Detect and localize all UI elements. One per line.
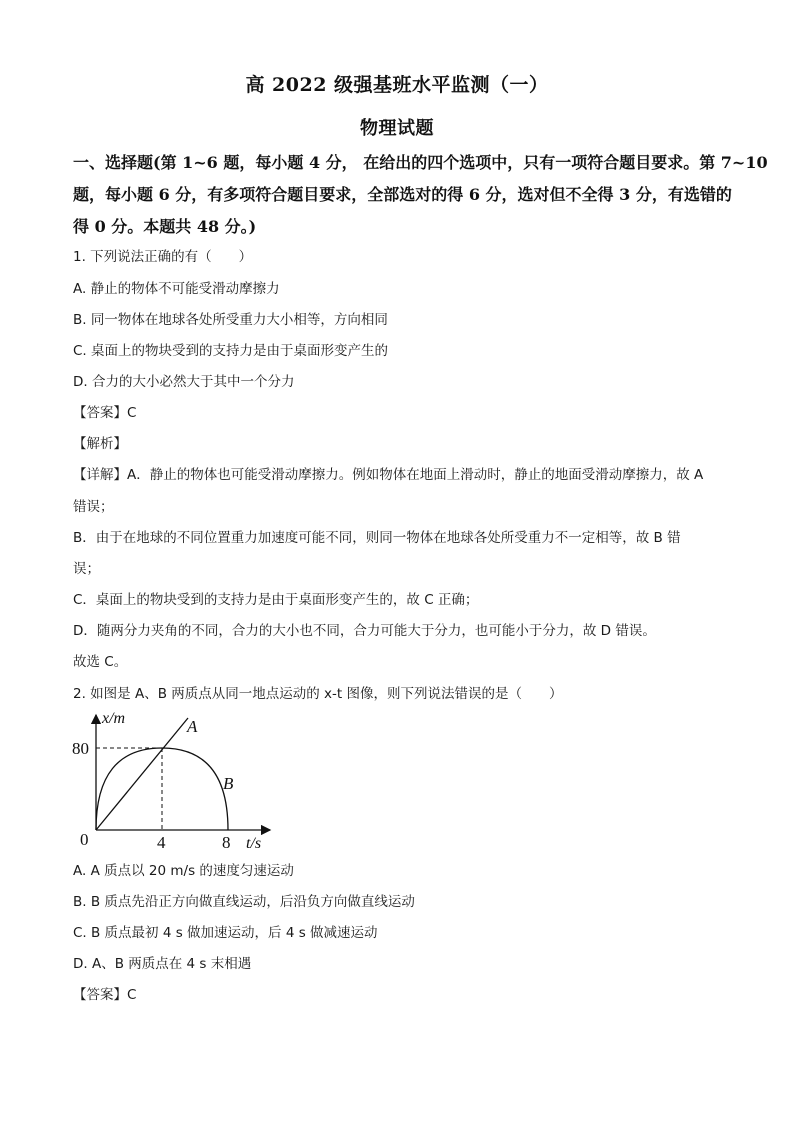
q1-explanation-line-2: 错误； bbox=[73, 499, 114, 515]
q2-option-b: B. B 质点先沿正方向做直线运动，后沿负方向做直线运动 bbox=[73, 894, 415, 910]
y-tick-80: 80 bbox=[72, 739, 89, 758]
origin-label: 0 bbox=[80, 830, 89, 849]
q1-explanation-line-6: D．随两分力夹角的不同，合力的大小也不同，合力可能大于分力，也可能小于分力，故 D 错误。 bbox=[73, 623, 656, 639]
curve-b bbox=[96, 748, 228, 830]
q1-analysis-label: 【解析】 bbox=[73, 436, 127, 452]
q1-option-c: C. 桌面上的物块受到的支持力是由于桌面形变产生的 bbox=[73, 343, 389, 359]
q1-option-d: D. 合力的大小必然大于其中一个分力 bbox=[73, 374, 295, 390]
q2-stem: 2. 如图是 A、B 两质点从同一地点运动的 x-t 图像，则下列说法错误的是（ ） bbox=[73, 686, 563, 702]
q2-option-c: C. B 质点最初 4 s 做加速运动，后 4 s 做减速运动 bbox=[73, 925, 378, 941]
q1-option-b: B. 同一物体在地球各处所受重力大小相等，方向相同 bbox=[73, 312, 388, 328]
q2-option-d: D. A、B 两质点在 4 s 末相遇 bbox=[73, 956, 252, 972]
q2-answer: 【答案】C bbox=[73, 987, 137, 1003]
q1-explanation-line-4: 误； bbox=[73, 561, 100, 577]
q1-answer: 【答案】C bbox=[73, 405, 137, 421]
x-tick-4: 4 bbox=[157, 833, 166, 852]
section-heading-line-2: 题，每小题 6 分，有多项符合题目要求，全部选对的得 6 分，选对但不全得 3 分，有选错的 bbox=[73, 185, 732, 204]
section-heading-line-1: 一、选择题(第 1~6 题，每小题 4 分， 在给出的四个选项中，只有一项符合题目要求。第 7~10 bbox=[73, 153, 768, 172]
section-heading-line-3: 得 0 分。本题共 48 分。) bbox=[73, 217, 257, 236]
q1-option-a: A. 静止的物体不可能受滑动摩擦力 bbox=[73, 281, 280, 297]
y-axis-label: x/m bbox=[102, 710, 126, 727]
label-a: A bbox=[187, 717, 198, 736]
label-b: B bbox=[223, 774, 234, 793]
q1-explanation-line-5: C．桌面上的物块受到的支持力是由于桌面形变产生的，故 C 正确； bbox=[73, 592, 479, 608]
line-a bbox=[96, 718, 188, 830]
x-tick-8: 8 bbox=[222, 833, 231, 852]
exam-title: 高 2022 级强基班水平监测（一） bbox=[245, 74, 549, 96]
q1-explanation-line-7: 故选 C。 bbox=[73, 654, 128, 670]
q2-xt-graph bbox=[70, 705, 290, 855]
q1-explanation-line-1: 【详解】A．静止的物体也可能受滑动摩擦力。例如物体在地面上滑动时，静止的地面受滑动摩擦力，故 A bbox=[73, 467, 704, 483]
exam-subtitle: 物理试题 bbox=[360, 118, 434, 139]
x-axis-label: t/s bbox=[246, 835, 262, 852]
q1-explanation-line-3: B．由于在地球的不同位置重力加速度可能不同，则同一物体在地球各处所受重力不一定相等，故 B 错 bbox=[73, 530, 681, 546]
q2-option-a: A. A 质点以 20 m/s 的速度匀速运动 bbox=[73, 863, 294, 879]
q1-stem: 1. 下列说法正确的有（ ） bbox=[73, 249, 253, 265]
